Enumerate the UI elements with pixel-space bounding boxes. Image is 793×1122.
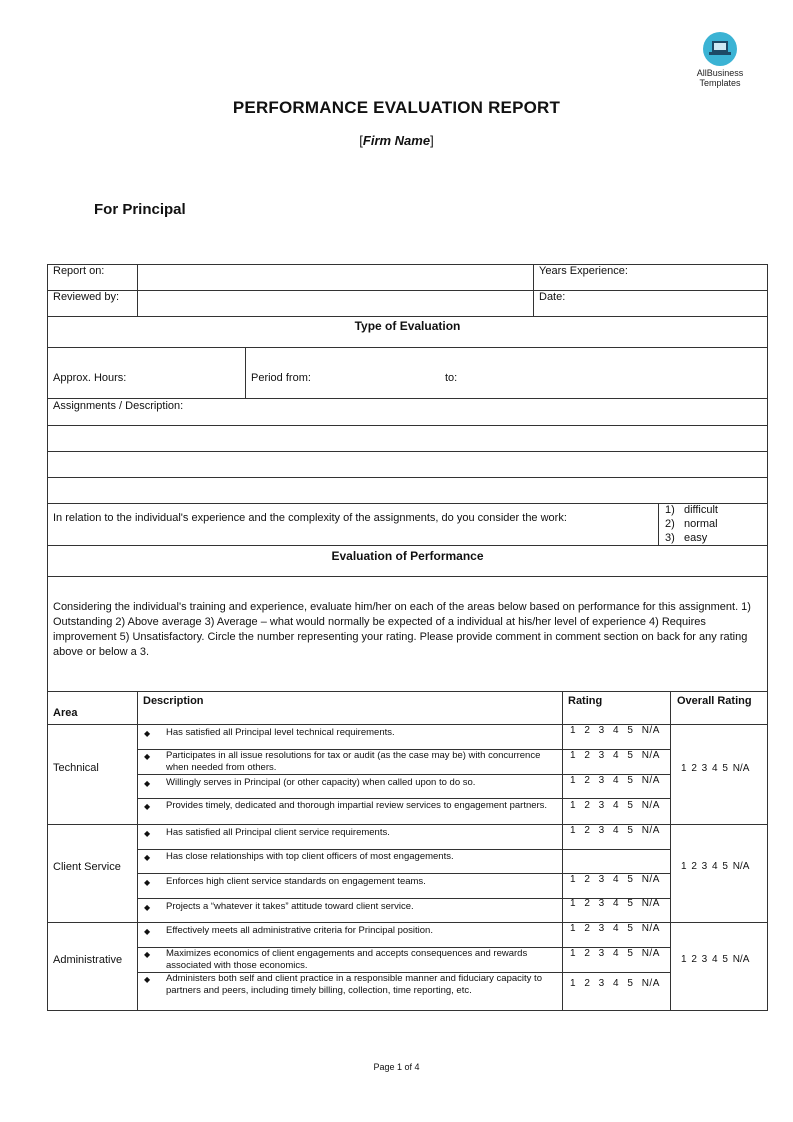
option-normal[interactable]: 2) normal: [665, 518, 718, 530]
bullet-icon: ◆: [144, 752, 151, 761]
overall-rating-client-service[interactable]: 1 2 3 4 5 N/A: [681, 861, 750, 872]
item-rating[interactable]: 1 2 3 4 5 N/A: [570, 725, 660, 736]
item-rating[interactable]: 1 2 3 4 5 N/A: [570, 874, 660, 885]
item-description: Enforces high client service standards on engagement teams.: [166, 876, 426, 887]
reviewed-by-label: Reviewed by:: [53, 291, 120, 303]
bullet-icon: ◆: [144, 975, 151, 984]
item-rating[interactable]: 1 2 3 4 5 N/A: [570, 948, 660, 959]
item-description: Administers both self and client practice in a responsible manner and fiduciary capacity to partners and peers, including timely billing, collection, time reporting, etc.: [166, 973, 542, 996]
laptop-icon: [703, 32, 737, 66]
item-description: Has satisfied all Principal level technical requirements.: [166, 727, 395, 738]
period-from-label: Period from:: [251, 372, 311, 384]
item-rating[interactable]: 1 2 3 4 5 N/A: [570, 923, 660, 934]
subtitle: For Principal: [94, 201, 186, 218]
item-rating[interactable]: 1 2 3 4 5 N/A: [570, 775, 660, 786]
item-rating[interactable]: 1 2 3 4 5 N/A: [570, 800, 660, 811]
bullet-icon: ◆: [144, 903, 151, 912]
option-easy[interactable]: 3) easy: [665, 532, 708, 544]
approx-hours-label: Approx. Hours:: [53, 372, 127, 384]
firm-name-placeholder[interactable]: Firm Name: [362, 133, 431, 148]
item-description: Participates in all issue resolutions for tax or audit (as the case may be) with concurrence when needed from others.: [166, 750, 541, 773]
bullet-icon: ◆: [144, 853, 151, 862]
assignments-line-3[interactable]: [49, 478, 766, 502]
option-difficult[interactable]: 1) difficult: [665, 504, 718, 516]
page-number: Page 1 of 4: [373, 1062, 420, 1072]
item-description: Maximizes economics of client engagements and accepts consequences and rewards associated with those economics.: [166, 948, 528, 971]
report-on-label: Report on:: [53, 265, 105, 277]
item-description: Effectively meets all administrative criteria for Principal position.: [166, 925, 433, 936]
item-rating[interactable]: 1 2 3 4 5 N/A: [570, 978, 660, 989]
area-administrative: Administrative: [53, 954, 123, 966]
header-overall-rating: Overall Rating: [677, 695, 752, 707]
years-experience-label: Years Experience:: [539, 265, 628, 277]
header-rating: Rating: [568, 695, 603, 707]
bullet-icon: ◆: [144, 802, 151, 811]
item-description: Provides timely, dedicated and thorough impartial review services to engagement partners.: [166, 800, 548, 811]
item-rating[interactable]: 1 2 3 4 5 N/A: [570, 750, 660, 761]
logo-line2: Templates: [699, 78, 741, 88]
bullet-icon: ◆: [144, 950, 151, 959]
item-description: Projects a “whatever it takes” attitude toward client service.: [166, 901, 414, 912]
complexity-question: In relation to the individual's experience and the complexity of the assignments, do you consider the work:: [53, 512, 567, 524]
bullet-icon: ◆: [144, 927, 151, 936]
report-title: PERFORMANCE EVALUATION REPORT: [232, 98, 561, 117]
bullet-icon: ◆: [144, 729, 151, 738]
firm-name: [Firm Name]: [359, 133, 434, 148]
bullet-icon: ◆: [144, 779, 151, 788]
overall-rating-technical[interactable]: 1 2 3 4 5 N/A: [681, 763, 750, 774]
item-rating[interactable]: 1 2 3 4 5 N/A: [570, 825, 660, 836]
report-on-field[interactable]: [139, 265, 532, 289]
item-rating[interactable]: 1 2 3 4 5 N/A: [570, 898, 660, 909]
item-description: Has satisfied all Principal client service requirements.: [166, 827, 390, 838]
area-technical: Technical: [53, 762, 99, 774]
type-of-evaluation-heading: Type of Evaluation: [354, 319, 461, 333]
header-description: Description: [143, 695, 204, 707]
item-description: Willingly serves in Principal (or other capacity) when called upon to do so.: [166, 777, 476, 788]
area-client-service: Client Service: [53, 861, 121, 873]
assignments-label: Assignments / Description:: [53, 400, 184, 412]
date-label: Date:: [539, 291, 566, 303]
bullet-icon: ◆: [144, 829, 151, 838]
period-to-label: to:: [445, 372, 458, 384]
header-area: Area: [53, 707, 78, 719]
evaluation-heading: Evaluation of Performance: [331, 549, 484, 563]
assignments-line-1[interactable]: [49, 426, 766, 450]
assignments-line-2[interactable]: [49, 452, 766, 476]
bullet-icon: ◆: [144, 878, 151, 887]
allbusiness-logo: [688, 32, 752, 88]
reviewed-by-field[interactable]: [139, 291, 532, 315]
logo-line1: AllBusiness: [696, 68, 744, 78]
overall-rating-administrative[interactable]: 1 2 3 4 5 N/A: [681, 954, 750, 965]
evaluation-instructions: Considering the individual's training and experience, evaluate him/her on each of the areas below based on performance for this assignment. 1) Outstanding 2) Above average 3) Average – what would normally be expected of a individual at his/her level of experience 4) Requires improvement 5) Unsatisfactory. Circle the number representing your rating. Please provide comment in comment section on back for any rating above or below a 3.: [53, 601, 751, 658]
item-description: Has close relationships with top client officers of most engagements.: [166, 851, 454, 862]
